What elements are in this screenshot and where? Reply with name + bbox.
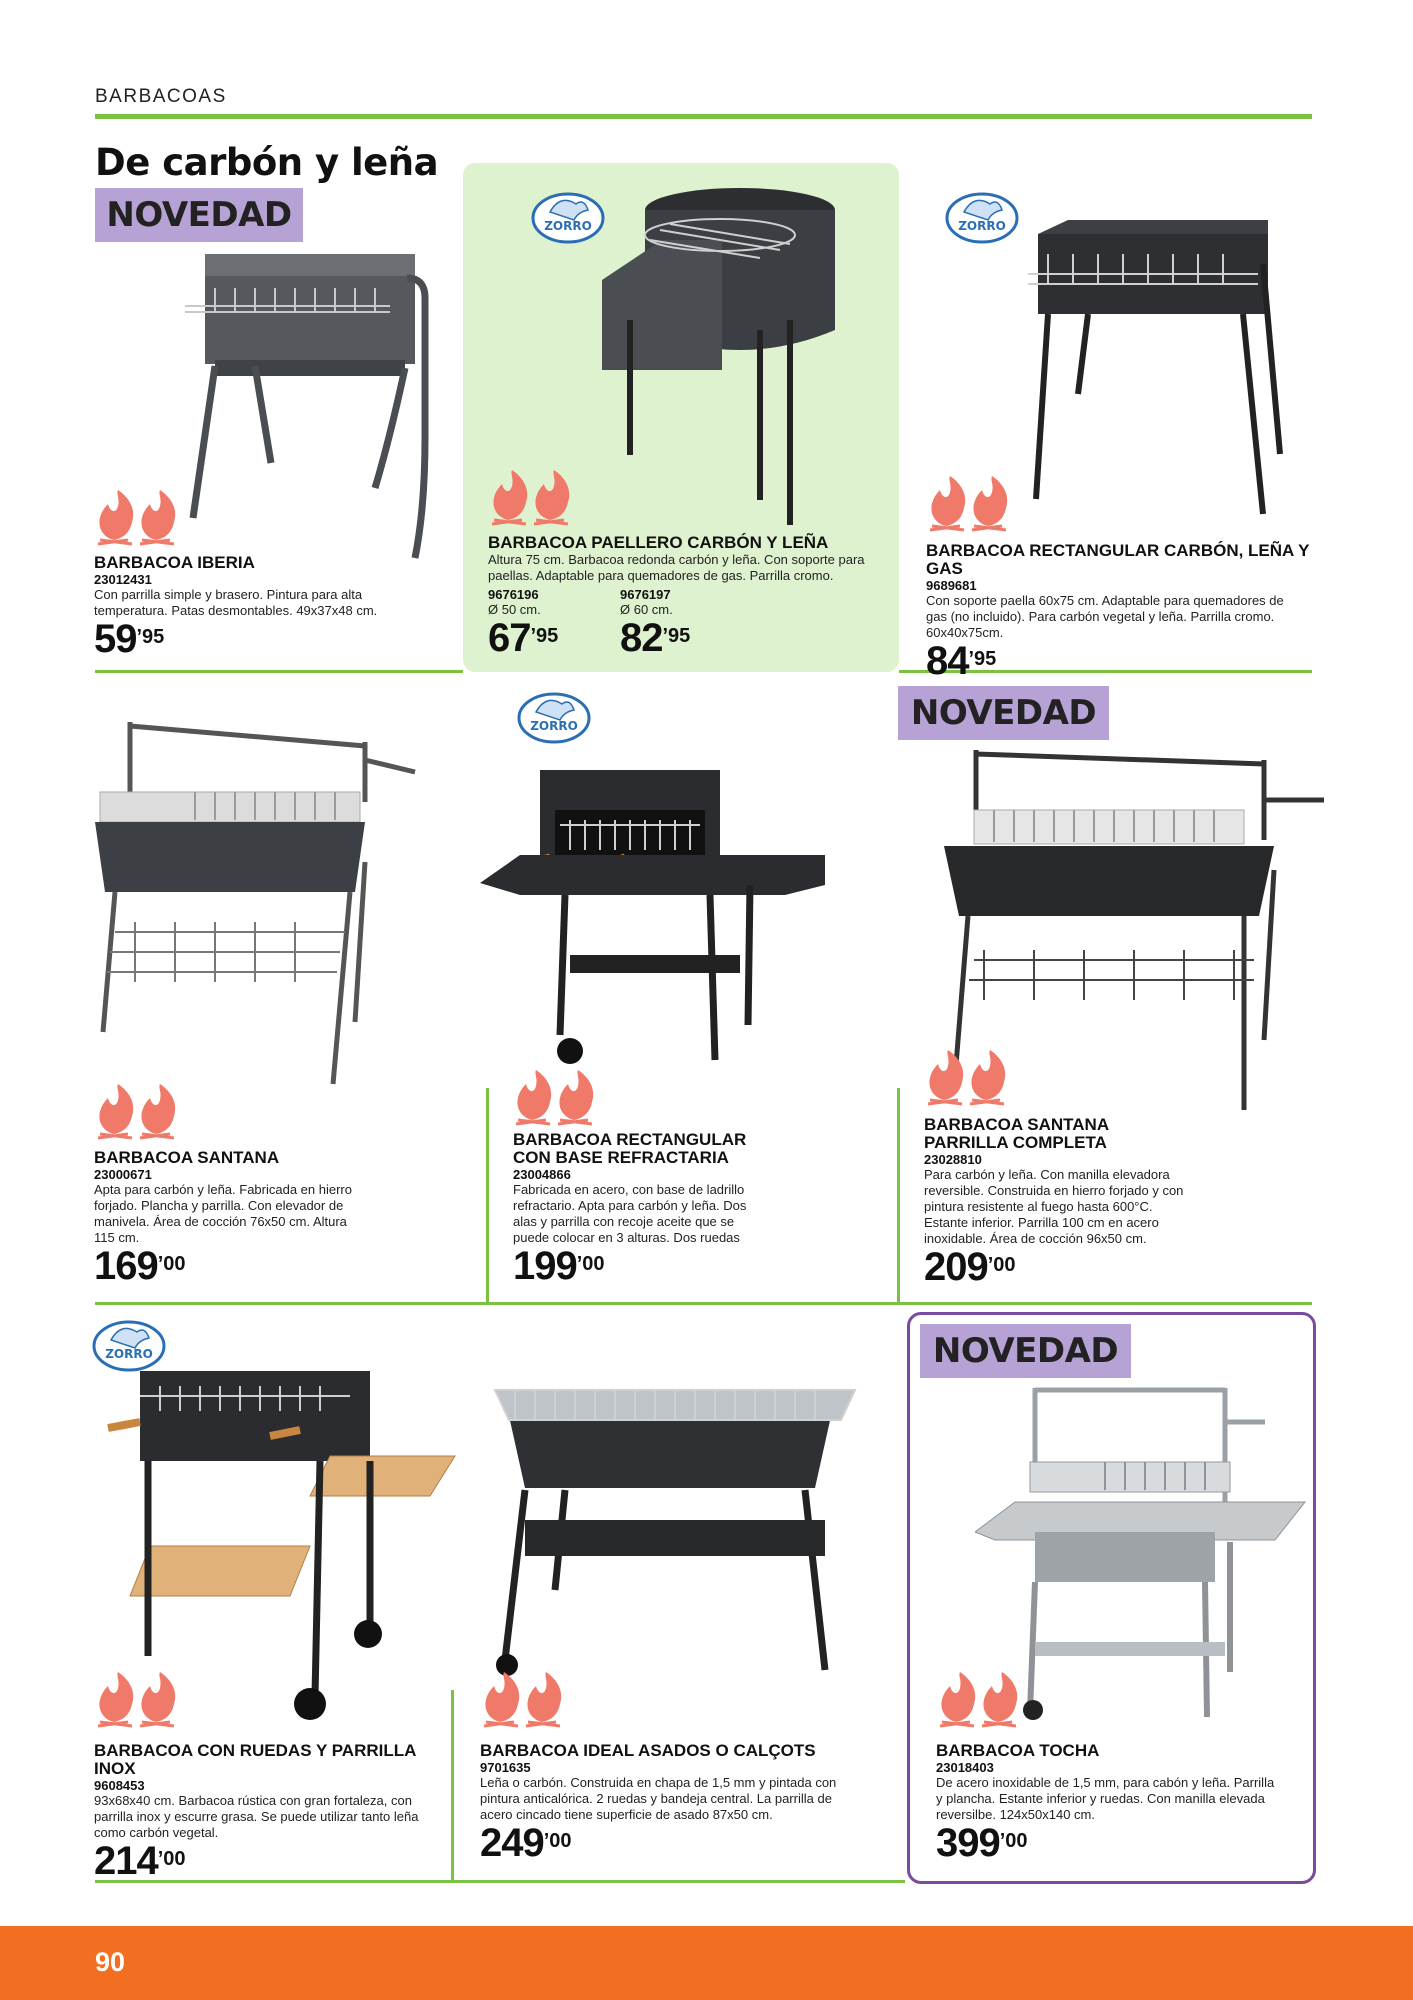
product-description: Apta para carbón y leña. Fabricada en hierro forjado. Plancha y parrilla. Con elevador de manivela. Área de cocción 76x50 cm. Altura 115 cm. [94, 1182, 352, 1245]
product-ref: 23012431 [94, 572, 152, 587]
product-name: BARBACOA RECTANGULAR CON BASE REFRACTARIA [513, 1130, 747, 1167]
novedad-badge-1: NOVEDAD [95, 188, 303, 242]
row-divider-1a [95, 670, 463, 673]
flame-rating-icon [510, 1070, 610, 1126]
product-name: BARBACOA IDEAL ASADOS O CALÇOTS [480, 1741, 816, 1760]
product-card-santana [94, 1149, 364, 1286]
product-image-paellero [590, 180, 840, 530]
product-description: De acero inoxidable de 1,5 mm, para cabón y leña. Parrilla y plancha. Estante inferior y ruedas. Con manilla elevada reversilbe. 124x50x140 cm. [936, 1775, 1275, 1822]
page-title: De carbón y leña [95, 141, 439, 184]
flame-rating-icon [934, 1672, 1034, 1728]
product-card-refractaria [513, 1131, 753, 1286]
product-ref: 23004866 [513, 1167, 571, 1182]
product-description: Altura 75 cm. Barbacoa redonda carbón y leña. Con soporte para paellas. Adaptable para quemadores de gas. Parrilla cromo. [488, 552, 865, 583]
variant-price: $82^{’95}$ [620, 616, 691, 660]
product-name: BARBACOA PAELLERO CARBÓN Y LEÑA [488, 533, 829, 552]
product-price: $199^{’00}$ [513, 1244, 605, 1288]
product-description: Fabricada en acero, con base de ladrillo refractario. Apta para carbón y leña. Dos alas y parrilla con recoje aceite que se puede colocar en 3 alturas. Dos ruedas [513, 1182, 747, 1245]
product-card-iberia [94, 554, 434, 659]
product-ref: 9689681 [926, 578, 977, 593]
product-price: $249^{’00}$ [480, 1821, 572, 1865]
product-description: Leña o carbón. Construida en chapa de 1,5 mm y pintada con pintura anticalórica. 2 ruedas y bandeja central. La parrilla de acero cincado tiene superficie de asado 87x50 cm. [480, 1775, 837, 1822]
zorro-logo-text: ZORRO [105, 1347, 153, 1361]
zorro-logo-icon [944, 186, 1020, 246]
product-image-iberia [175, 248, 435, 568]
product-card-santana-completa [924, 1116, 1184, 1287]
col-divider-2b [897, 1088, 900, 1302]
flame-rating-icon [92, 490, 192, 546]
product-price: $59^{’95}$ [94, 617, 165, 661]
novedad-badge-2: NOVEDAD [898, 686, 1109, 740]
product-price: $399^{’00}$ [936, 1821, 1028, 1865]
product-ref: 9701635 [480, 1760, 531, 1775]
product-name: BARBACOA RECTANGULAR CARBÓN, LEÑA Y GAS [926, 541, 1310, 578]
product-description: Con soporte paella 60x75 cm. Adaptable para quemadores de gas (no incluido). Para carbón vegetal y leña. Parrilla cromo. 60x40x75cm. [926, 593, 1284, 640]
section-label: BARBACOAS [95, 86, 227, 107]
variant-ref: 9676196 [488, 587, 539, 602]
product-image-ruedas-inox [100, 1366, 460, 1722]
product-card-ruedas-inox [94, 1742, 429, 1881]
variant-size: Ø 60 cm. [620, 602, 673, 617]
product-ref: 23028810 [924, 1152, 982, 1167]
product-description: 93x68x40 cm. Barbacoa rústica con gran fortaleza, con parrilla inox y escurre grasa. Se puede utilizar tanto leña como carbón vegetal. [94, 1793, 419, 1840]
flame-rating-icon [478, 1672, 578, 1728]
top-divider [95, 114, 1312, 119]
product-card-calcots [480, 1742, 850, 1863]
variant-price: $67^{’95}$ [488, 616, 559, 660]
product-ref: 23018403 [936, 1760, 994, 1775]
product-image-tocha [975, 1382, 1310, 1722]
product-description: Para carbón y leña. Con manilla elevadora reversible. Construida en hierro forjado y con pintura resistente al fuego hasta 600°C. Estante inferior. Parrilla 100 cm en acero inoxidable. Área de cocción 96x50 cm. [924, 1167, 1184, 1246]
product-name: BARBACOA CON RUEDAS Y PARRILLA INOX [94, 1741, 416, 1778]
product-name: BARBACOA TOCHA [936, 1741, 1100, 1760]
zorro-logo-icon [516, 686, 592, 746]
product-variant [620, 587, 740, 658]
product-variant [488, 587, 580, 658]
product-ref: 9608453 [94, 1778, 145, 1793]
product-name: BARBACOA SANTANA [94, 1148, 280, 1167]
page-number: 90 [95, 1947, 126, 1977]
product-price: $209^{’00}$ [924, 1245, 1016, 1289]
zorro-logo-text: ZORRO [958, 219, 1006, 233]
product-name: BARBACOA IBERIA [94, 553, 255, 572]
zorro-logo-text: ZORRO [544, 219, 592, 233]
product-image-rectangular-gas [1018, 214, 1286, 524]
product-price: $214^{’00}$ [94, 1839, 186, 1883]
product-price: $169^{’00}$ [94, 1244, 186, 1288]
flame-rating-icon [924, 476, 1024, 532]
col-divider-2a [486, 1088, 489, 1302]
product-image-calcots [475, 1380, 885, 1676]
variant-ref: 9676197 [620, 587, 671, 602]
flame-rating-icon [486, 470, 586, 526]
zorro-logo-text: ZORRO [530, 719, 578, 733]
product-ref: 23000671 [94, 1167, 152, 1182]
flame-rating-icon [92, 1672, 192, 1728]
product-card-paellero [488, 534, 888, 658]
zorro-logo-icon [91, 1314, 167, 1374]
flame-rating-icon [922, 1050, 1022, 1106]
row-divider-2 [95, 1302, 1312, 1305]
product-name: BARBACOA SANTANA PARRILLA COMPLETA [924, 1115, 1109, 1152]
product-image-refractaria [480, 765, 830, 1070]
novedad-badge-3: NOVEDAD [920, 1324, 1131, 1378]
variant-size: Ø 50 cm. [488, 602, 541, 617]
product-image-santana [95, 712, 425, 1092]
flame-rating-icon [92, 1084, 192, 1140]
product-card-rectangular-gas [926, 542, 1310, 681]
product-price: $84^{’95}$ [926, 639, 997, 683]
footer-bar [0, 1926, 1413, 2000]
product-card-tocha [936, 1742, 1282, 1863]
product-description: Con parrilla simple y brasero. Pintura para alta temperatura. Patas desmontables. 49x37x48 cm. [94, 587, 378, 618]
